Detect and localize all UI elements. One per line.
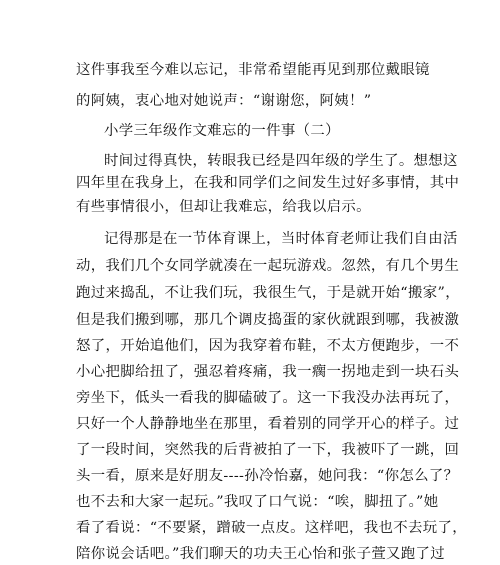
paragraph-line: 记得那是在一节体育课上，当时体育老师让我们自由活 bbox=[104, 231, 458, 247]
paragraph-line: 时间过得真快，转眼我已经是四年级的学生了。想想这 bbox=[104, 153, 458, 169]
paragraph-line: 的阿姨，衷心地对她说声：“谢谢您，阿姨！” bbox=[76, 93, 372, 109]
paragraph-line: 头一看，原来是好朋友----孙冷怡嘉，她问我：“你怎么了？ bbox=[76, 468, 459, 484]
paragraph-line: 也不去和大家一起玩。”我叹了口气说：“唉，脚扭了。”她 bbox=[76, 494, 439, 510]
section-heading: 小学三年级作文难忘的一件事（二） bbox=[104, 123, 340, 139]
paragraph-line: 陪你说会话吧。”我们聊天的功夫王心怡和张子萱又跑了过 bbox=[76, 546, 446, 562]
paragraph-line: 动，我们几个女同学就凑在一起玩游戏。忽然，有几个男生 bbox=[76, 258, 460, 274]
paragraph-line: 旁坐下，低头一看我的脚磕破了。这一下我没办法再玩了， bbox=[76, 390, 460, 406]
paragraph-line: 跑过来捣乱，不让我们玩，我很生气，于是就开始“搬家”， bbox=[76, 285, 460, 301]
paragraph-line: 小心把脚给扭了，强忍着疼痛，我一瘸一拐地走到一块石头 bbox=[76, 364, 460, 380]
paragraph-line: 看了看说：“不要紧，蹭破一点皮。这样吧，我也不去玩了， bbox=[76, 520, 467, 536]
paragraph-line: 只好一个人静静地坐在那里，看着别的同学开心的样子。过 bbox=[76, 416, 460, 432]
paragraph-line: 有些事情很小，但却让我难忘，给我以启示。 bbox=[76, 199, 371, 215]
paragraph-line: 但是我们搬到哪，那几个调皮捣蛋的家伙就跟到哪，我被激 bbox=[76, 312, 460, 328]
paragraph-line: 怒了，开始追他们，因为我穿着布鞋，不太方便跑步，一不 bbox=[76, 338, 460, 354]
paragraph-line: 了一段时间，突然我的后背被拍了一下，我被吓了一跳，回 bbox=[76, 442, 460, 458]
paragraph-line: 四年里在我身上，在我和同学们之间发生过好多事情，其中 bbox=[76, 175, 460, 191]
paragraph-line: 这件事我至今难以忘记，非常希望能再见到那位戴眼镜 bbox=[76, 62, 430, 78]
